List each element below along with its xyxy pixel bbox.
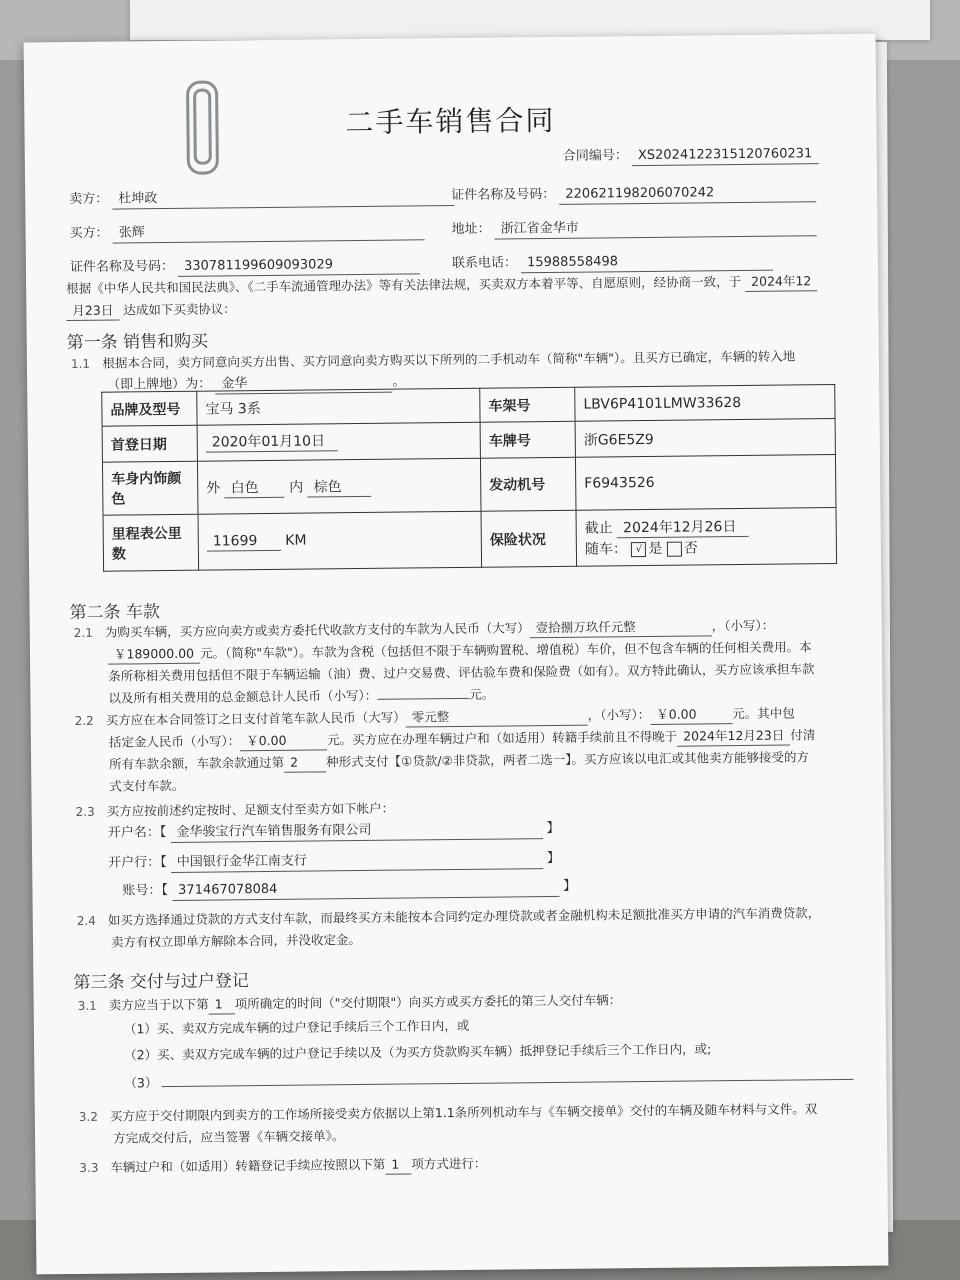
mileage-cell: 11699 KM [198,511,482,570]
clause-1-1-place: （即上牌地）为： 金华 。 [107,374,406,393]
interior-color: 棕色 [308,477,372,497]
account-bank: 中国银行金华江南支行 [171,850,543,873]
delivery-option: 1 [209,995,235,1014]
vin-label: 车架号 [480,387,575,422]
document-title: 二手车销售合同 [345,103,556,140]
payment-method: 2 [284,753,326,772]
preamble: 根据《中华人民共和国民法典》、《二手车流通管理办法》等有关法律法规，买卖双方本着平等、自愿原则，经协商一致，于 2024年12 月23日 达成如下买卖协议： [66,270,836,322]
seller-row: 卖方： 杜坤政 [69,184,454,210]
first-reg-label: 首登日期 [102,425,197,462]
insurance-label: 保险状况 [481,510,577,567]
buyer-phone: 15988558498 [521,252,773,274]
clause-2-3: 2.3 买方应按前述约定按时、足额支付至卖方如下帐户： [75,800,395,819]
brand-label: 品牌及型号 [102,391,197,426]
first-payment-upper: 零元整 [406,707,588,728]
insurance-cell: 截止 2024年12月26日 随车： √ 是 否 [576,508,837,567]
clause-1-1: 1.1 根据本合同，卖方同意向买方出售、买方同意向卖方购买以下所列的二手机动车（简称"车辆"）。且买方已确定，车辆的转入地 [70,348,796,372]
plate-label: 车牌号 [480,421,575,458]
deposit-amount: ￥0.00 [240,731,327,751]
registration-place: 金华 [215,374,392,395]
buyer-name: 张辉 [113,221,425,243]
delivery-option-2: （2）买、卖双方完成车辆的过户登记手续以及（为买方贷款购买车辆）抵押登记手续后三个工作日内，或; [124,1041,712,1063]
contract-number: 合同编号： XS20241223151207602​31 [563,142,819,167]
color-cell: 外 白色 内 棕色 [197,458,481,514]
phone-row: 联系电话： 15988558498 [452,249,773,274]
contract-number-value: XS20241223151207602​31 [632,145,819,166]
price-upper: 壹拾捌万玖仟元整 [530,617,712,638]
color-label: 车身内饰颜色 [102,461,198,515]
buyer-id-number: 330781199609093029 [178,255,420,277]
clause-2-4: 2.4 如买方选择通过贷款的方式支付车款，而最终买方未能按本合同约定办理贷款或者金融机构未足额批准买方申请的汽车消费贷款， 卖方有权立即单方解除本合同，并没收定金。 [76,905,821,950]
first-reg-value: 2020年01月10日 [206,432,338,452]
article-1-heading: 第一条 销售和购买 [66,331,209,354]
price-lower: ￥189000.00 [108,645,200,665]
account-number-row: 账号：【 371467078084 】 [122,875,576,902]
engine-value: F6943526 [575,455,836,511]
insurance-until: 2024年12月26日 [617,518,749,538]
seller-name: 杜坤政 [112,187,454,210]
account-bank-row: 开户行：【 中国银行金华江南支行 】 [108,847,560,874]
first-payment-lower: ￥0.00 [650,705,732,725]
seller-id-row: 证件名称及号码： 220621198206070242 [451,180,816,206]
total-amount [377,698,469,700]
signing-date-part1: 2024年12 [745,272,817,292]
buyer-id-row: 证件名称及号码： 330781199609093029 [70,252,420,278]
mileage-label: 里程表公里数 [103,514,199,571]
clause-3-2: 3.2 买方应于交付期限内到卖方的工作场所接受卖方依据以上第1.1条所列机动车与《车辆交接单》交付的车辆及随车材料与文件。双 方完成交付后，应当签署《车辆交接单》。 [78,1101,818,1146]
account-name-row: 开户名：【 金华骏宝行汽车销售服务有限公司 】 [108,817,560,844]
payment-deadline: 2024年12月23日 [677,727,790,747]
mileage-value: 11699 [207,532,281,552]
clause-3-1: 3.1 卖方应当于以下第 1 项所确定的时间（"交付期限"）向买方或买方委托的第三人交付车辆： [77,992,622,1013]
address-row: 地址： 浙江省金华市 [451,214,816,240]
contract-page [24,34,889,1275]
clause-3-3: 3.3 车辆过户和（如适用）转籍登记手续应按照以下第 1 项方式进行： [79,1155,487,1175]
transfer-option: 1 [385,1155,411,1174]
delivery-option-3: （3） [124,1066,853,1092]
table-row [102,455,836,516]
plate-value: 浙G6E5Z9 [575,419,835,458]
table-row [103,508,837,572]
buyer-address: 浙江省金华市 [495,217,817,239]
insurance-yes-checkbox: √ [631,542,646,557]
account-name: 金华骏宝行汽车销售服务有限公司 [170,820,542,843]
engine-label: 发动机号 [480,457,576,511]
brand-value: 宝马 3系 [197,388,480,425]
seller-id-number: 220621198206070242 [559,183,816,205]
clause-2-2: 2.2 买方应在本合同签订之日支付首笔车款人民币（大写） 零元整 ，（小写）： ￥0.00 元。其中包 括定金人民币（小写）： ￥0.00 元。买方应在办理车辆过户和（如适用）转籍手续前且不得晚于 2024年12月23日 付清 所有车款余额，车款余款通过第 2 种形式支付【①贷款/②非贷款，两者二选一】。买方应该以电汇或其他卖方能够接受的方 式支付车款。 [74,705,816,794]
paperclip-inner [193,89,212,165]
article-2-heading: 第二条 车款 [69,602,161,624]
insurance-no-checkbox [667,541,682,556]
vin-value: LBV6P4101LMW33628 [575,385,835,422]
article-3-heading: 第三条 交付与过户登记 [73,971,249,994]
exterior-color: 白色 [225,478,285,498]
first-reg-cell [197,422,480,461]
signing-date-part2: 月23日 [66,302,119,322]
buyer-row: 买方： 张辉 [69,218,424,244]
delivery-option-1: （1）买、卖双方完成车辆的过户登记手续后三个工作日内，或 [123,1017,470,1037]
clause-2-1: 2.1 为购买车辆，买方应向卖方或卖方委托代收款方支付的车款为人民币（大写） 壹拾捌万玖仟元整 ，（小写）： ￥189000.00 元。（简称"车款"）。车款为含税（包括但不限于车辆购置税、增值税）车价，但不包含车辆的任何相关费用。本 条所称相关费用包括但不限于车辆运输（油）费、过户交易费、评估验车费和保险费（如有）。双方特此确认，买方应该承担车款 以及所有相关费用的总金额总计人民币（小写）： 元。 [73,617,815,706]
account-number: 371467078084 [172,878,559,901]
vehicle-info-table [101,384,837,572]
